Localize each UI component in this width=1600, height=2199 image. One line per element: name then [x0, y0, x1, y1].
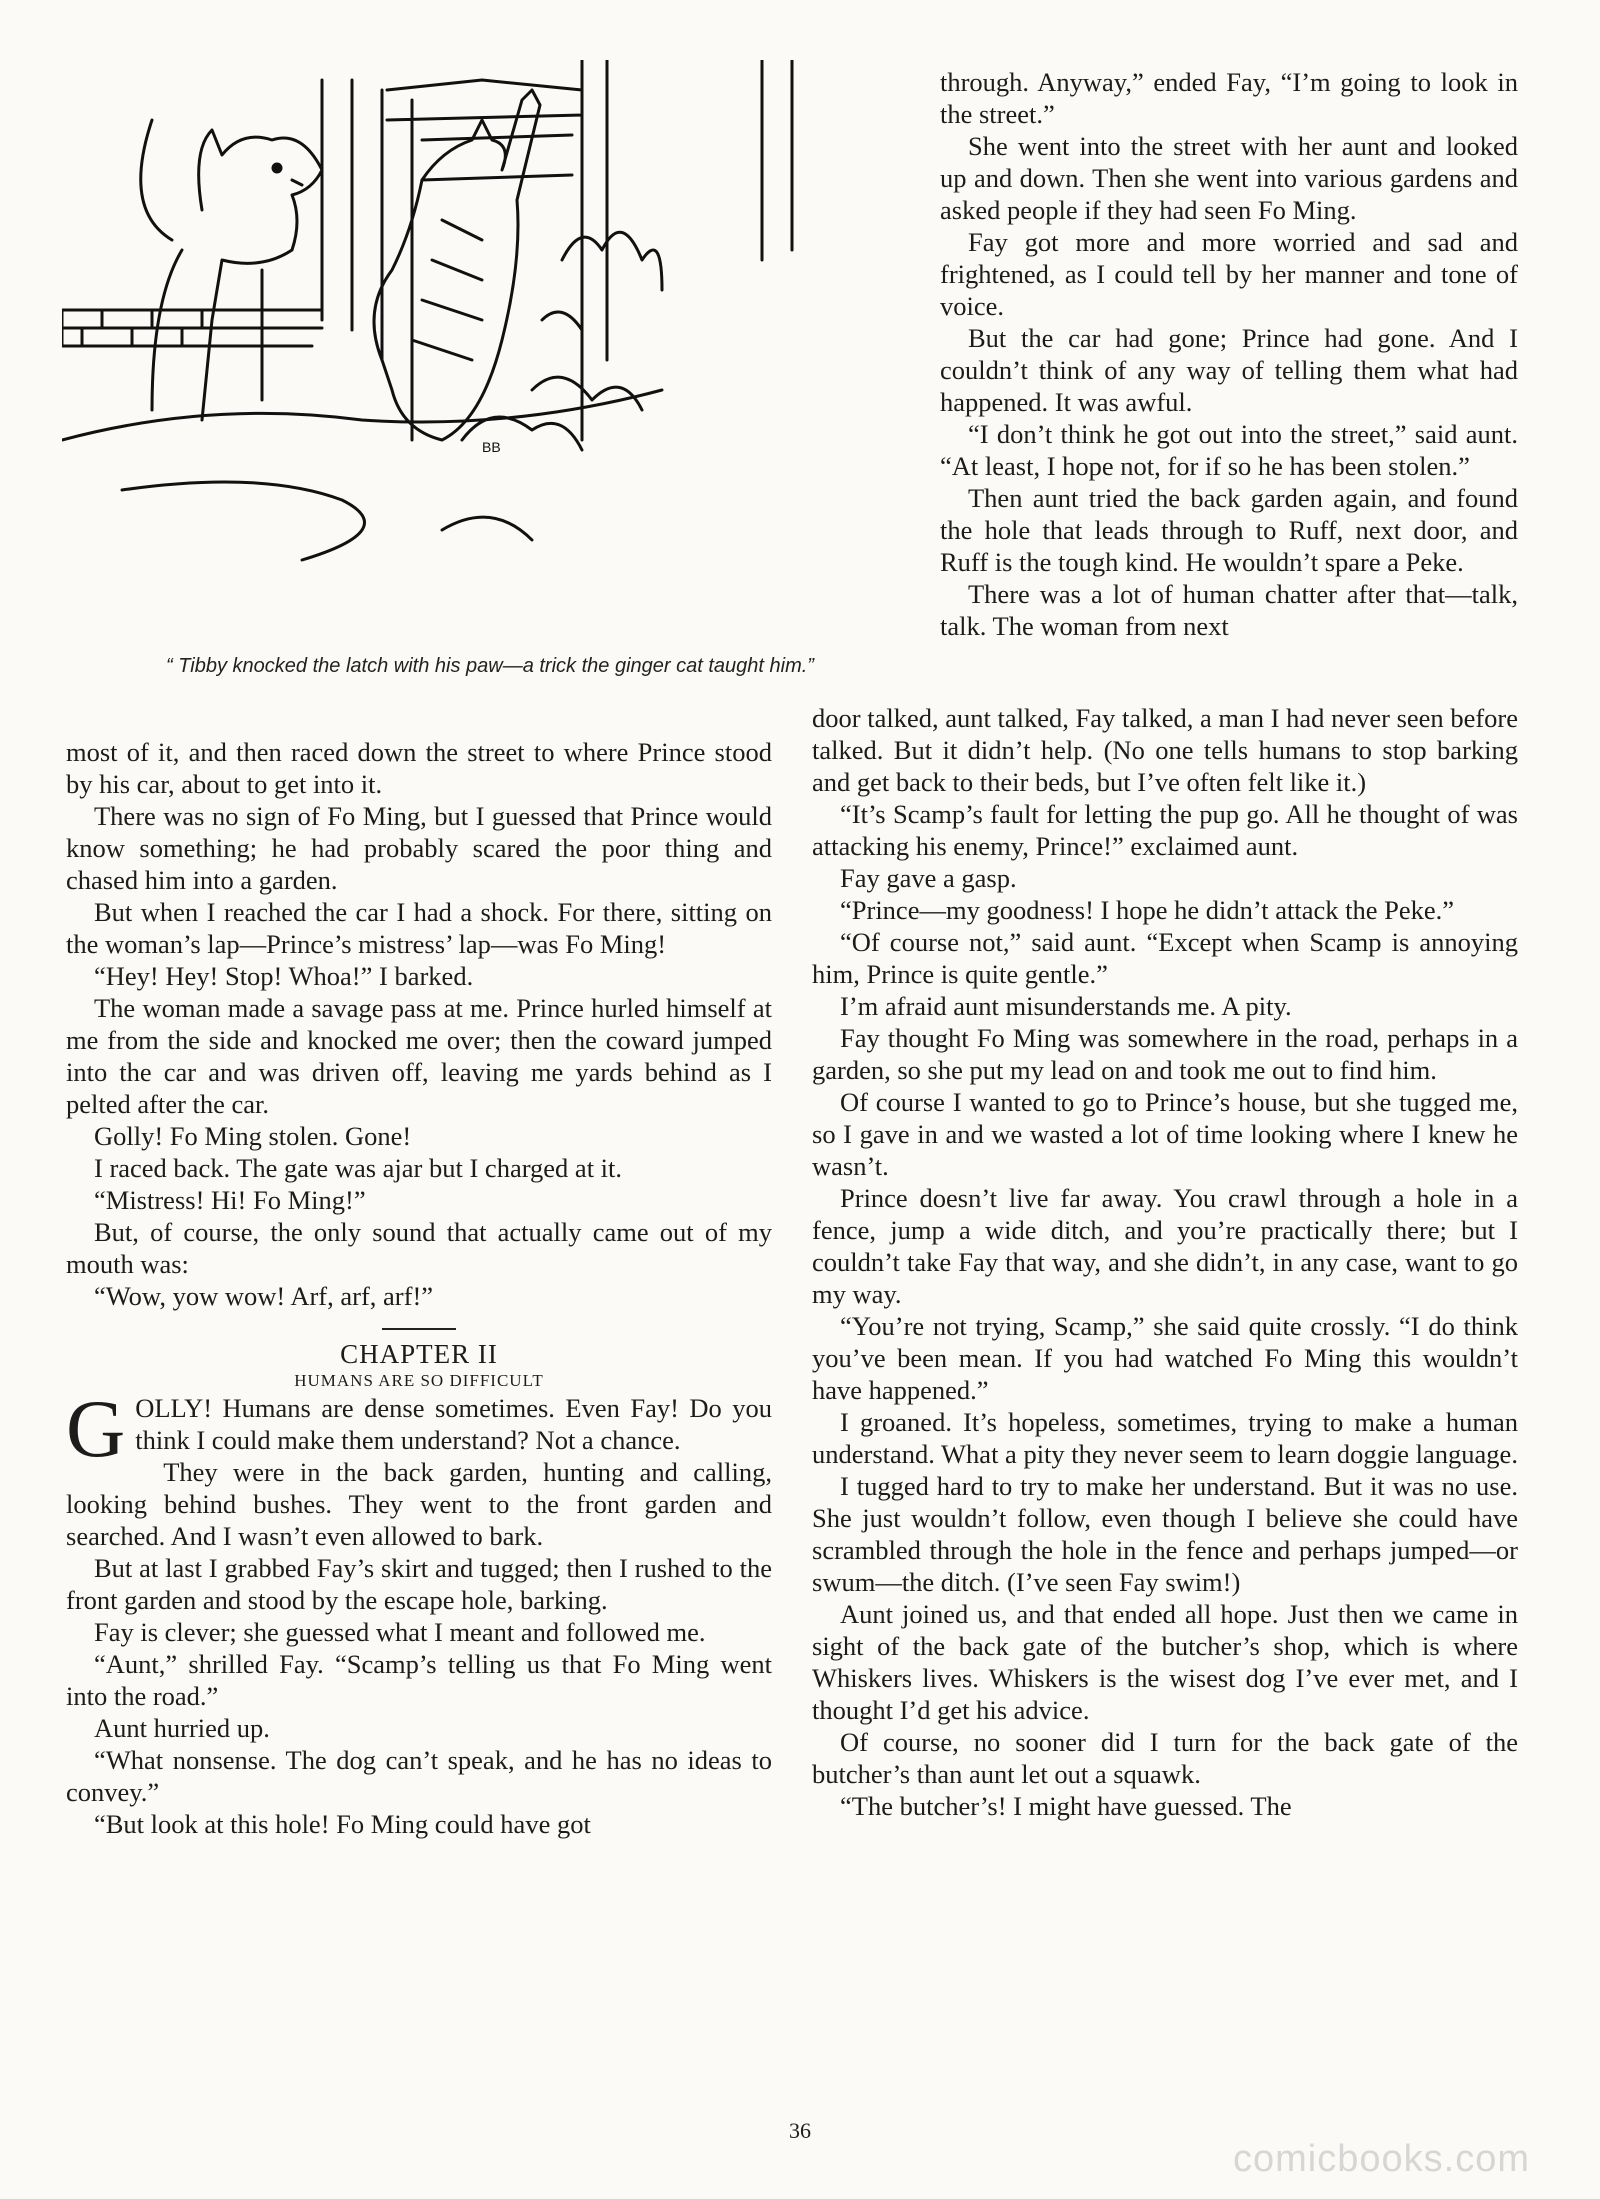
- paragraph: There was a lot of human chatter after that—talk, talk. The woman from next: [940, 579, 1518, 641]
- paragraph: But at last I grabbed Fay’s skirt and tugged; then I rushed to the front garden and stood by the escape hole, barking.: [66, 1553, 772, 1615]
- paragraph: But, of course, the only sound that actually came out of my mouth was:: [66, 1217, 772, 1279]
- right-column: [812, 702, 1518, 1822]
- artist-signature: BB: [482, 439, 501, 455]
- paragraph: The woman made a savage pass at me. Prince hurled himself at me from the side and knocked me over; then the coward jumped into the car and was driven off, leaving me yards behind as I pelted after the car.: [66, 993, 772, 1119]
- paragraph: Fay thought Fo Ming was somewhere in the road, perhaps in a garden, so she put my lead on and took me out to find him.: [812, 1023, 1518, 1085]
- paragraph: Prince doesn’t live far away. You crawl through a hole in a fence, jump a wide ditch, and you’re practically there; but I couldn’t take Fay that way, and she didn’t, in any case, want to go my way.: [812, 1183, 1518, 1309]
- watermark: comicbooks.com: [1233, 2138, 1530, 2180]
- paragraph: Aunt hurried up.: [94, 1713, 270, 1743]
- paragraph: “The butcher’s! I might have guessed. The: [840, 1791, 1292, 1821]
- paragraph: “Aunt,” shrilled Fay. “Scamp’s telling us that Fo Ming went into the road.”: [66, 1649, 772, 1711]
- paragraph: door talked, aunt talked, Fay talked, a man I had never seen before talked. But it didn’t help. (No one tells humans to stop barking and get back to their beds, but I’ve often felt like it.): [812, 703, 1518, 797]
- paragraph: “Prince—my goodness! I hope he didn’t attack the Peke.”: [840, 895, 1454, 925]
- paragraph: But the car had gone; Prince had gone. And I couldn’t think of any way of telling them what had happened. It was awful.: [940, 323, 1518, 417]
- paragraph: Fay is clever; she guessed what I meant and followed me.: [94, 1617, 706, 1647]
- dropcap-letter: G: [66, 1383, 126, 1474]
- paragraph: through. Anyway,” ended Fay, “I’m going to look in the street.”: [940, 67, 1518, 129]
- chapter-rule: [382, 1328, 456, 1330]
- paragraph: I groaned. It’s hopeless, sometimes, trying to make a human understand. What a pity they never seem to learn doggie language.: [812, 1407, 1518, 1469]
- paragraph: “Mistress! Hi! Fo Ming!”: [94, 1185, 366, 1215]
- dropcap-smallcaps: OLLY!: [135, 1393, 213, 1423]
- illustration: [62, 60, 892, 645]
- paragraph: “What nonsense. The dog can’t speak, and he has no ideas to convey.”: [66, 1745, 772, 1807]
- paragraph: But when I reached the car I had a shock. For there, sitting on the woman’s lap—Prince’s mistress’ lap—was Fo Ming!: [66, 897, 772, 959]
- paragraph: There was no sign of Fo Ming, but I guessed that Prince would know something; he had probably scared the poor thing and chased him into a garden.: [66, 801, 772, 895]
- paragraph: I raced back. The gate was ajar but I charged at it.: [94, 1153, 623, 1183]
- chapter-title: CHAPTER II: [340, 1339, 498, 1369]
- paragraph: Of course I wanted to go to Prince’s house, but she tugged me, so I gave in and we wasted a lot of time looking where I knew he wasn’t.: [812, 1087, 1518, 1181]
- paragraph: “Wow, yow wow! Arf, arf, arf!”: [94, 1281, 434, 1311]
- paragraph: Then aunt tried the back garden again, and found the hole that leads through to Ruff, next door, and Ruff is the tough kind. He wouldn’t spare a Peke.: [940, 483, 1518, 577]
- paragraph: “It’s Scamp’s fault for letting the pup go. All he thought of was attacking his enemy, Prince!” exclaimed aunt.: [812, 799, 1518, 861]
- dropcap-rest: Humans are dense sometimes. Even Fay! Do you think I could make them understand? Not a chance.: [135, 1393, 772, 1455]
- paragraph: She went into the street with her aunt and looked up and down. Then she went into various gardens and asked people if they had seen Fo Ming.: [940, 131, 1518, 225]
- illustration-caption: “ Tibby knocked the latch with his paw—a trick the ginger cat taught him.”: [166, 655, 814, 677]
- paragraph: I’m afraid aunt misunderstands me. A pity.: [840, 991, 1292, 1021]
- dropcap-paragraph: [66, 1383, 772, 1474]
- paragraph: Aunt joined us, and that ended all hope. Just then we came in sight of the back gate of the butcher’s shop, which is where Whiskers lives. Whiskers is the wisest dog I’ve ever met, and I thought I’d get his advice.: [812, 1599, 1518, 1725]
- paragraph: “Of course not,” said aunt. “Except when Scamp is annoying him, Prince is quite gentle.”: [812, 927, 1518, 989]
- paragraph: most of it, and then raced down the street to where Prince stood by his car, about to get into it.: [66, 737, 772, 799]
- paragraph: I tugged hard to try to make her understand. But it was no use. She just wouldn’t follow, even though I believe she could have scrambled through the hole in the fence and perhaps jumped—or swum—the ditch. (I’ve seen Fay swim!): [812, 1471, 1518, 1597]
- paragraph: Of course, no sooner did I turn for the back gate of the butcher’s than aunt let out a squawk.: [812, 1727, 1518, 1789]
- paragraph: “You’re not trying, Scamp,” she said quite crossly. “I do think you’ve been mean. If you had watched Fo Ming this wouldn’t have happened.”: [812, 1311, 1518, 1405]
- chapter-subtitle: HUMANS ARE SO DIFFICULT: [294, 1371, 544, 1390]
- paragraph: “Hey! Hey! Stop! Whoa!” I barked.: [94, 961, 474, 991]
- right-column-top: [940, 66, 1518, 642]
- chapter-heading: [66, 1328, 772, 1392]
- dog-and-cat-illustration: [62, 60, 892, 645]
- paragraph: Golly! Fo Ming stolen. Gone!: [94, 1121, 412, 1151]
- paragraph: “I don’t think he got out into the street,” said aunt. “At least, I hope not, for if so he has been stolen.”: [940, 419, 1518, 481]
- left-column: [66, 736, 772, 1840]
- paragraph: Fay gave a gasp.: [840, 863, 1017, 893]
- paragraph: Fay got more and more worried and sad and frightened, as I could tell by her manner and tone of voice.: [940, 227, 1518, 321]
- page-number: 36: [789, 2118, 811, 2143]
- paragraph: “But look at this hole! Fo Ming could have got: [94, 1809, 591, 1839]
- paragraph: They were in the back garden, hunting and calling, looking behind bushes. They went to the front garden and searched. And I wasn’t even allowed to bark.: [66, 1457, 772, 1551]
